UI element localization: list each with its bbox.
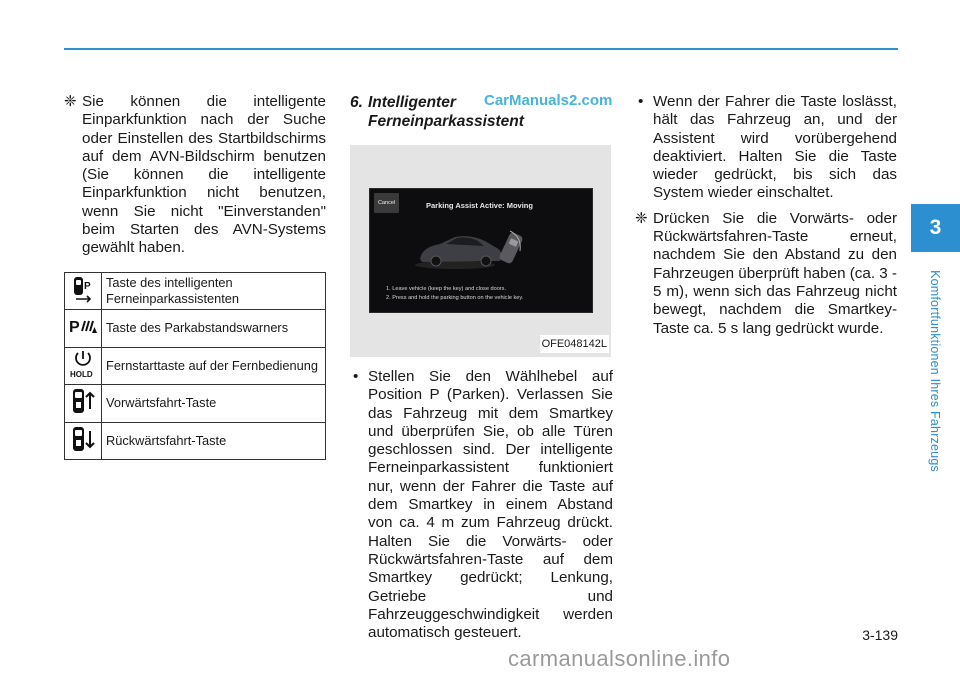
smartkey-buttons-table bbox=[64, 272, 326, 461]
note-paragraph bbox=[64, 93, 326, 258]
icon-cell bbox=[65, 422, 102, 460]
table-cell-label: Vorwärtsfahrt-Taste bbox=[102, 385, 326, 423]
bullet-text: Stellen Sie den Wählhebel auf Position P (Parken). Verlassen Sie das Fahrzeug mit dem Smartkey und überprüfen Sie, ob alle Türen geschlossen sind. Der intelligente Ferneinparkassistent funktioniert nur, wenn der Fahrer die Taste auf dem Smartkey in einem Abstand von ca. 4 m zum Fahrzeug drückt. Halten Sie die Vorwärts- oder Rückwärtsfahren-Taste auf dem Smartkey gedrückt; Lenkung, Getriebe und Fahrzeuggeschwindigkeit werden automatisch gesteuert. bbox=[368, 368, 613, 642]
screen-title: Parking Assist Active: Moving bbox=[426, 201, 533, 210]
chapter-tab: 3 bbox=[911, 204, 960, 252]
table-row bbox=[65, 422, 326, 460]
svg-text:P: P bbox=[69, 319, 80, 337]
table-cell-label: Rückwärtsfahrt-Taste bbox=[102, 422, 326, 460]
note-text: Sie können die intelligente Einparkfunktion nach der Suche oder Einstellen des Startbildschirms auf dem AVN-Bildschirm benutzen (Sie können die intelligente Einparkfunktion nicht benutzen, wenn Sie nicht "Einverstanden" beim Starten des AVN-Systems gewählt haben. bbox=[82, 93, 326, 257]
right-column bbox=[635, 93, 897, 338]
icon-cell bbox=[65, 310, 102, 348]
bullet-text: Wenn der Fahrer die Taste loslässt, hält das Fahrzeug an, und der Assistent wird vorübergehend deaktiviert. Halten Sie die Taste wieder gedrückt, bis sich das System wieder einschaltet. bbox=[653, 93, 897, 202]
table-row bbox=[65, 272, 326, 310]
display-screen-image bbox=[369, 188, 593, 313]
bullet-paragraph bbox=[635, 93, 897, 203]
note-paragraph bbox=[635, 210, 897, 338]
icon-cell bbox=[65, 272, 102, 310]
bullet-mark: • bbox=[353, 368, 359, 385]
left-column bbox=[64, 93, 326, 460]
remote-start-hold-icon bbox=[68, 349, 98, 379]
parking-assist-key-icon bbox=[70, 275, 96, 303]
bullet-mark: • bbox=[638, 93, 644, 110]
screen-cancel-button: Cancel bbox=[374, 193, 399, 213]
table-row bbox=[65, 310, 326, 348]
note-text: Drücken Sie die Vorwärts- oder Rückwärtsfahren-Taste erneut, nachdem Sie den Abstand zu den Fahrzeugen überprüft haben (ca. 3 - 5 m), wenn sich das Fahrzeug nicht bewegt, nachdem die Smartkey-Taste ca. 5 s lang gedrückt wurde. bbox=[653, 209, 897, 337]
screen-instruction-1: 1. Leave vehicle (keep the key) and close doors. bbox=[386, 286, 507, 292]
section-title: Intelligenter Ferneinparkassistent bbox=[368, 94, 524, 130]
table-row bbox=[65, 347, 326, 385]
site-watermark: CarManuals2.com bbox=[484, 92, 613, 109]
bullet-paragraph bbox=[350, 368, 613, 642]
icon-cell bbox=[65, 347, 102, 385]
table-cell-label: Taste des intelligenten Ferneinparkassistenten bbox=[102, 272, 326, 310]
bottom-watermark: carmanualsonline.info bbox=[508, 646, 731, 671]
section-number: 6. bbox=[350, 94, 363, 111]
hold-icon-text: HOLD bbox=[70, 369, 93, 379]
chapter-title: Komfortfunktionen Ihres Fahrzeugs bbox=[928, 270, 942, 472]
table-row bbox=[65, 385, 326, 423]
table-cell-label: Taste des Parkabstandswarners bbox=[102, 310, 326, 348]
reverse-drive-icon bbox=[70, 425, 96, 453]
figure bbox=[350, 145, 611, 357]
table-cell-label: Fernstarttaste auf der Fernbedienung bbox=[102, 347, 326, 385]
note-mark: ❈ bbox=[64, 93, 77, 110]
top-rule bbox=[64, 48, 898, 50]
middle-column bbox=[350, 93, 613, 642]
svg-text:P: P bbox=[84, 280, 91, 292]
screen-instruction-2: 2. Press and hold the parking button on the vehicle key. bbox=[386, 295, 524, 301]
parking-distance-warning-icon bbox=[68, 315, 98, 337]
icon-cell bbox=[65, 385, 102, 423]
car-illustration bbox=[410, 229, 530, 271]
figure-label: OFE048142L bbox=[540, 335, 609, 353]
forward-drive-icon bbox=[70, 387, 96, 415]
page-number: 3-139 bbox=[862, 627, 898, 643]
note-mark: ❈ bbox=[635, 209, 648, 227]
